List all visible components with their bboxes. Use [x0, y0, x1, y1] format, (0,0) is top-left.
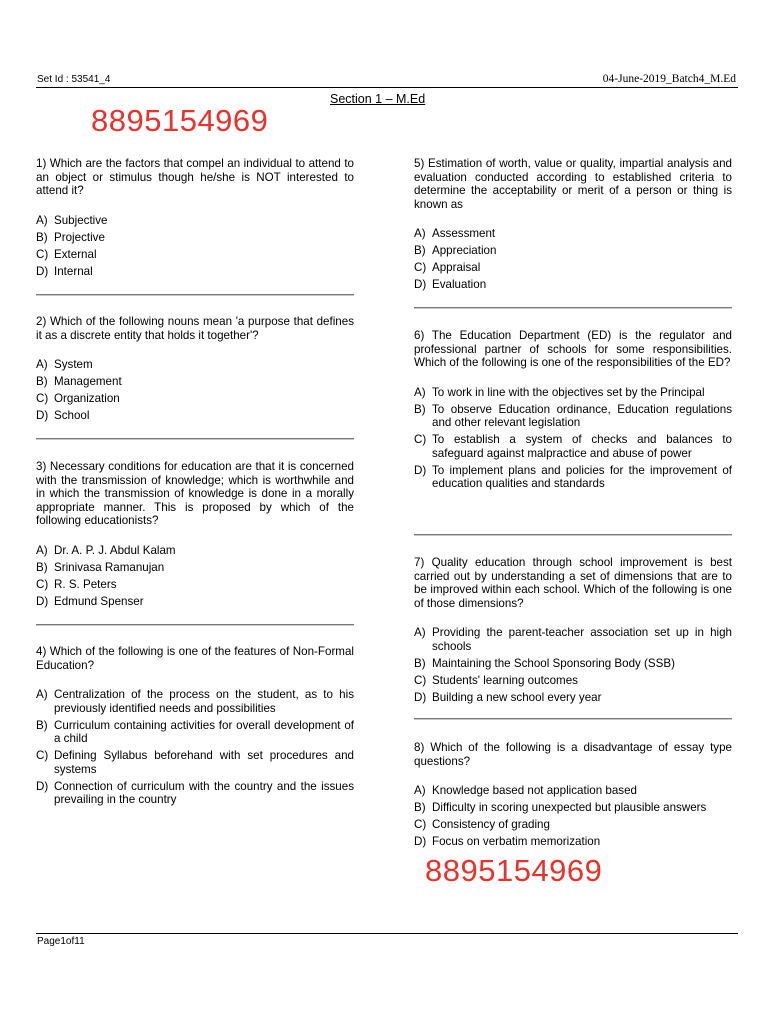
option: B) Difficulty in scoring unexpected but plausible answers — [414, 801, 707, 814]
option: B) Projective — [36, 230, 105, 244]
options-list — [36, 544, 354, 609]
question-text: 2) Which of the following nouns mean 'a purpose that defines it as a discrete entity that holds it together'? — [36, 315, 354, 342]
separator — [414, 307, 732, 309]
question-text: 8) Which of the following is a disadvantage of essay type questions? — [414, 741, 732, 768]
options-list — [414, 386, 732, 491]
separator — [36, 624, 354, 626]
option: A) Centralization of the process on the student, as to his previously identified needs and possibilities — [36, 688, 354, 715]
option: D) School — [36, 409, 90, 422]
options-list — [414, 227, 732, 292]
option: B) Appreciation — [414, 244, 497, 257]
option: D) Evaluation — [414, 278, 487, 291]
options-list — [36, 214, 354, 279]
section-title: Section 1 – M.Ed — [330, 92, 426, 106]
option: C) R. S. Peters — [36, 577, 117, 591]
question-text: 4) Which of the following is one of the features of Non-Formal Education? — [36, 645, 354, 672]
set-id: Set Id : 53541_4 — [37, 74, 111, 85]
question-1 — [36, 157, 354, 282]
options-list — [414, 626, 732, 704]
option: A) System — [36, 358, 93, 371]
question-5 — [414, 157, 732, 295]
option: C) Students' learning outcomes — [414, 673, 578, 687]
option: D) Focus on verbatim memorization — [414, 835, 601, 848]
option: D) Building a new school every year — [414, 690, 602, 704]
option: C) Defining Syllabus beforehand with set procedures and systems — [36, 749, 354, 776]
question-text: 6) The Education Department (ED) is the regulator and professional partner of schools for some responsibilities. Which of the following is one of the responsibilities of the ED? — [414, 329, 732, 369]
option: B) Curriculum containing activities for overall development of a child — [36, 718, 354, 745]
option: A) Assessment — [414, 227, 496, 240]
question-7 — [414, 556, 732, 708]
option: B) Management — [36, 375, 122, 388]
option: B) Srinivasa Ramanujan — [36, 560, 165, 574]
watermark-phone-top: 8895154969 — [91, 103, 269, 138]
option: A) Knowledge based not application based — [414, 784, 637, 797]
question-2 — [36, 315, 354, 426]
question-4 — [36, 645, 354, 810]
option: A) Providing the parent-teacher association set up in high schools — [414, 626, 732, 653]
option: C) Organization — [36, 392, 120, 405]
question-text: 1) Which are the factors that compel an individual to attend to an object or stimulus though he/she is NOT interested to attend it? — [36, 157, 354, 197]
option: B) Maintaining the School Sponsoring Body (SSB) — [414, 656, 675, 670]
option: A) To work in line with the objectives set by the Principal — [414, 385, 705, 399]
option: D) Connection of curriculum with the country and the issues prevailing in the country — [36, 779, 354, 806]
question-text: 7) Quality education through school improvement is best carried out by understanding a set of dimensions that are to be improved within each school. Which of the following is one of those dimensions? — [414, 556, 732, 610]
option: A) Subjective — [36, 213, 108, 227]
question-text: 5) Estimation of worth, value or quality, impartial analysis and evaluation conducted according to established criteria to determine the acceptability or merit of a person or thing is known as — [414, 157, 732, 211]
options-list — [414, 784, 732, 849]
separator — [36, 438, 354, 440]
options-list — [36, 358, 354, 423]
separator — [36, 294, 354, 296]
question-3 — [36, 460, 354, 612]
option: C) External — [36, 247, 97, 261]
watermark-phone-bottom: 8895154969 — [425, 853, 603, 888]
question-6 — [414, 329, 732, 494]
option: B) To observe Education ordinance, Education regulations and other relevant legislation — [414, 402, 732, 429]
options-list — [36, 688, 354, 807]
option: D) To implement plans and policies for the improvement of education qualities and standards — [414, 463, 732, 490]
header-rule — [36, 87, 738, 88]
option: C) Consistency of grading — [414, 818, 550, 831]
separator — [414, 534, 732, 536]
option: C) To establish a system of checks and balances to safeguard against malpractice and abuse of power — [414, 433, 732, 460]
separator — [414, 718, 732, 720]
option: D) Edmund Spenser — [36, 594, 144, 608]
option: A) Dr. A. P. J. Abdul Kalam — [36, 543, 176, 557]
page-number: Page1of11 — [37, 936, 85, 947]
question-text: 3) Necessary conditions for education are that it is concerned with the transmission of knowledge; which is worthwhile and in which the transmission of knowledge is done in a morally appropriate manner. This is proposed by which of the following educationists? — [36, 460, 354, 527]
question-8 — [414, 741, 732, 852]
exam-date-batch: 04-June-2019_Batch4_M.Ed — [602, 73, 736, 85]
option: C) Appraisal — [414, 261, 481, 274]
option: D) Internal — [36, 264, 93, 278]
footer-rule — [36, 933, 738, 934]
